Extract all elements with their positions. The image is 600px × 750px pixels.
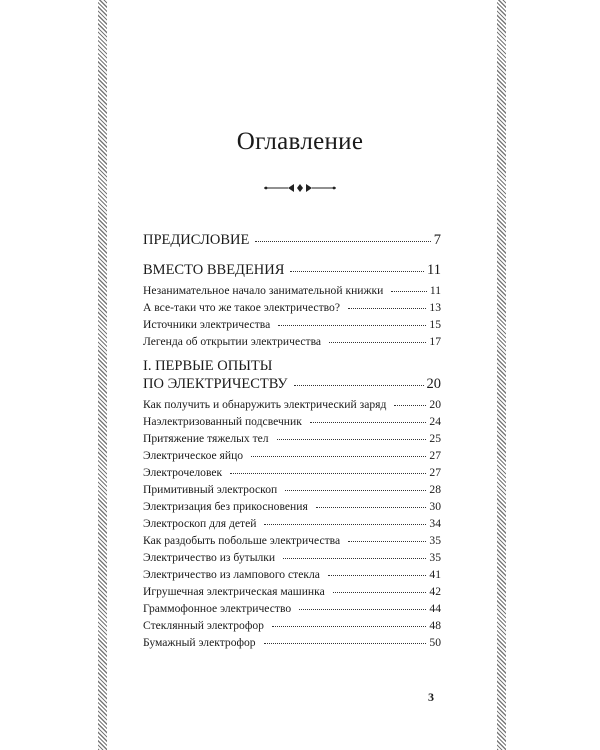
- page-number: 3: [428, 690, 434, 704]
- toc-entry-page: 20: [429, 398, 441, 411]
- toc-entry-title: Наэлектризованный подсвечник: [143, 415, 302, 428]
- toc-entry-sub[interactable]: [143, 517, 441, 530]
- dot-leader: [278, 325, 426, 326]
- toc-entry-title: ВМЕСТО ВВЕДЕНИЯ: [143, 262, 285, 278]
- toc-entry-page: 41: [429, 568, 441, 581]
- left-decorative-border: [98, 0, 107, 750]
- toc-entry-page: 44: [429, 602, 441, 615]
- toc-entry-sub[interactable]: [143, 301, 441, 314]
- toc-entry-chapter1[interactable]: [143, 376, 441, 393]
- toc-entry-sub[interactable]: [143, 602, 441, 615]
- toc-entry-sub[interactable]: [143, 318, 441, 331]
- dot-leader: [285, 490, 426, 491]
- toc-entry-page: 7: [433, 232, 441, 248]
- toc-entry-sub[interactable]: [143, 335, 441, 348]
- toc-entry-sub[interactable]: [143, 585, 441, 598]
- toc-entry-page: 11: [427, 262, 441, 278]
- toc-entry-title: Незанимательное начало занимательной книжки: [143, 284, 384, 297]
- toc-entry-sub[interactable]: [143, 568, 441, 581]
- dot-leader: [255, 241, 430, 242]
- toc-entry-title: Примитивный электроскоп: [143, 483, 278, 496]
- toc-entry-title: Граммофонное электричество: [143, 602, 292, 615]
- dot-leader: [272, 626, 426, 627]
- toc-entry-title: Бумажный электрофор: [143, 636, 256, 649]
- dot-leader: [277, 439, 427, 440]
- dot-leader: [294, 385, 424, 386]
- toc-entry-page: 50: [429, 636, 441, 649]
- toc-entry-page: 35: [429, 534, 441, 547]
- toc-entry-sub[interactable]: [143, 500, 441, 513]
- dot-leader: [394, 405, 426, 406]
- toc-entry-page: 30: [429, 500, 441, 513]
- chapter-heading-line1: I. ПЕРВЫЕ ОПЫТЫ: [143, 358, 273, 374]
- dot-leader: [328, 575, 426, 576]
- toc-entry-title: Притяжение тяжелых тел: [143, 432, 269, 445]
- toc-entry-sub[interactable]: [143, 534, 441, 547]
- dot-leader: [329, 342, 426, 343]
- dot-leader: [348, 308, 426, 309]
- toc-entry-title: Стеклянный электрофор: [143, 619, 264, 632]
- dot-leader: [391, 291, 426, 292]
- dot-leader: [230, 473, 426, 474]
- toc-entry-sub[interactable]: [143, 398, 441, 411]
- toc-entry-title: Игрушечная электрическая машинка: [143, 585, 325, 598]
- dot-leader: [283, 558, 426, 559]
- toc-entry-sub[interactable]: [143, 415, 441, 428]
- right-decorative-border: [497, 0, 506, 750]
- toc-entry-sub[interactable]: [143, 284, 441, 297]
- toc-entry-title: Как получить и обнаружить электрический заряд: [143, 398, 387, 411]
- toc-entry-title: ПРЕДИСЛОВИЕ: [143, 232, 250, 248]
- dot-leader: [316, 507, 427, 508]
- toc-entry-title: А все-таки что же такое электричество?: [143, 301, 340, 314]
- table-of-contents: [143, 0, 441, 750]
- toc-entry-page: 20: [426, 376, 441, 392]
- toc-entry-page: 48: [429, 619, 441, 632]
- toc-entry-page: 15: [429, 318, 441, 331]
- dot-leader: [264, 524, 426, 525]
- toc-entry-title: Электричество из лампового стекла: [143, 568, 320, 581]
- toc-entry-title: Электрическое яйцо: [143, 449, 244, 462]
- dot-leader: [264, 643, 427, 644]
- toc-entry-sub[interactable]: [143, 636, 441, 649]
- page-title: Оглавление: [236, 128, 364, 155]
- toc-entry-sub[interactable]: [143, 432, 441, 445]
- toc-entry-title: Электрочеловек: [143, 466, 223, 479]
- dot-leader: [251, 456, 426, 457]
- toc-entry-sub[interactable]: [143, 551, 441, 564]
- toc-entry-page: 17: [429, 335, 441, 348]
- toc-entry-page: 13: [429, 301, 441, 314]
- toc-entry-title: Электричество из бутылки: [143, 551, 276, 564]
- toc-entry-title: Источники электричества: [143, 318, 271, 331]
- toc-entry-page: 28: [429, 483, 441, 496]
- dot-leader: [299, 609, 426, 610]
- toc-entry-sub[interactable]: [143, 619, 441, 632]
- dot-leader: [290, 271, 424, 272]
- toc-entry-sub[interactable]: [143, 466, 441, 479]
- toc-entry-title: Как раздобыть побольше электричества: [143, 534, 341, 547]
- dot-leader: [310, 422, 427, 423]
- toc-entry-page: 27: [429, 449, 441, 462]
- toc-entry-page: 25: [429, 432, 441, 445]
- toc-entry-preface[interactable]: [143, 232, 441, 249]
- toc-entry-title: Электризация без прикосновения: [143, 500, 308, 513]
- toc-entry-title: Электроскоп для детей: [143, 517, 257, 530]
- toc-entry-title: Легенда об открытии электричества: [143, 335, 322, 348]
- dot-leader: [333, 592, 427, 593]
- toc-entry-page: 27: [429, 466, 441, 479]
- toc-entry-sub[interactable]: [143, 449, 441, 462]
- toc-entry-page: 34: [429, 517, 441, 530]
- toc-entry-page: 42: [429, 585, 441, 598]
- toc-entry-page: 11: [429, 284, 441, 297]
- toc-entry-title: ПО ЭЛЕКТРИЧЕСТВУ: [143, 376, 288, 392]
- toc-entry-intro[interactable]: [143, 262, 441, 279]
- toc-entry-sub[interactable]: [143, 483, 441, 496]
- toc-entry-page: 24: [429, 415, 441, 428]
- dot-leader: [348, 541, 426, 542]
- toc-entry-page: 35: [429, 551, 441, 564]
